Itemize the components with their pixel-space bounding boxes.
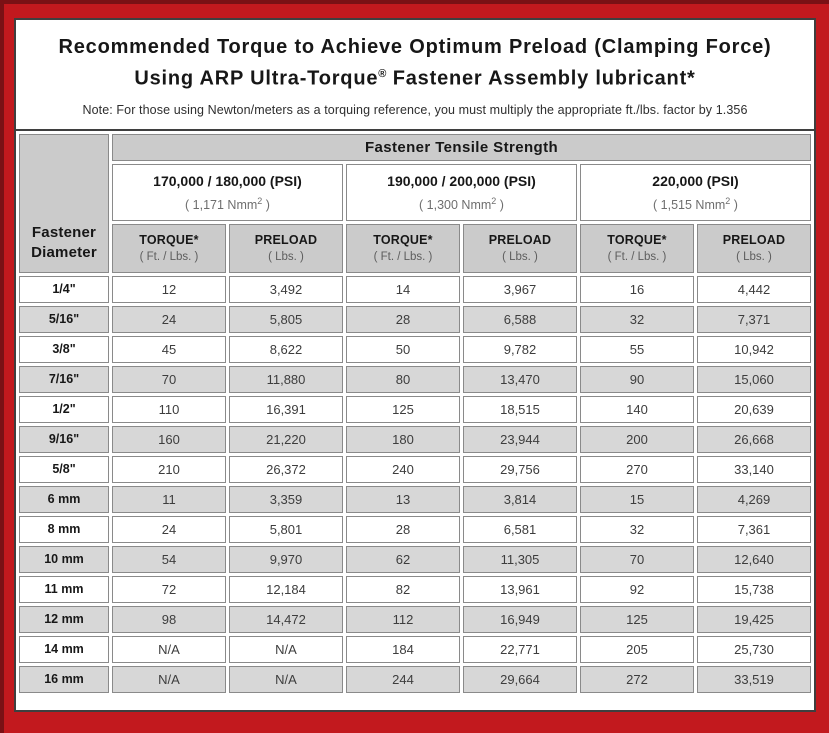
nmm-superscript: 2 xyxy=(725,195,731,206)
torque-value-cell: N/A xyxy=(112,666,226,693)
preload-value-cell: 16,949 xyxy=(463,606,577,633)
torque-value-cell: 200 xyxy=(580,426,694,453)
column-header-label: TORQUE* xyxy=(373,233,433,248)
preload-value-cell: 4,269 xyxy=(697,486,811,513)
preload-value-cell: 7,361 xyxy=(697,516,811,543)
diameter-cell: 5/8" xyxy=(19,456,109,483)
table-row xyxy=(19,396,811,423)
column-header-torque xyxy=(112,224,226,273)
page-title-line2 xyxy=(22,61,808,93)
preload-value-cell: 5,805 xyxy=(229,306,343,333)
title-block xyxy=(16,20,814,117)
column-header-preload xyxy=(229,224,343,273)
diameter-cell: 8 mm xyxy=(19,516,109,543)
preload-value-cell: 29,664 xyxy=(463,666,577,693)
torque-value-cell: 90 xyxy=(580,366,694,393)
preload-value-cell: 3,967 xyxy=(463,276,577,303)
column-header-unit: ( Lbs. ) xyxy=(502,251,538,264)
preload-value-cell: 15,060 xyxy=(697,366,811,393)
table-row xyxy=(19,366,811,393)
column-header-label: TORQUE* xyxy=(607,233,667,248)
preload-value-cell: 10,942 xyxy=(697,336,811,363)
torque-value-cell: 50 xyxy=(346,336,460,363)
torque-value-cell: 210 xyxy=(112,456,226,483)
column-header-label: PRELOAD xyxy=(488,233,552,248)
preload-value-cell: 6,588 xyxy=(463,306,577,333)
torque-value-cell: 110 xyxy=(112,396,226,423)
torque-value-cell: 80 xyxy=(346,366,460,393)
diameter-cell: 14 mm xyxy=(19,636,109,663)
preload-value-cell: 26,372 xyxy=(229,456,343,483)
table-row xyxy=(19,276,811,303)
nmm-prefix: ( 1,300 Nmm xyxy=(419,197,492,212)
torque-value-cell: 70 xyxy=(112,366,226,393)
nmm-suffix: ) xyxy=(730,197,738,212)
psi-rating-label: 190,000 / 200,000 (PSI) xyxy=(387,172,536,189)
diameter-cell: 11 mm xyxy=(19,576,109,603)
nmm-suffix: ) xyxy=(262,197,270,212)
torque-value-cell: 24 xyxy=(112,306,226,333)
torque-value-cell: 32 xyxy=(580,516,694,543)
nmm-superscript: 2 xyxy=(491,195,497,206)
torque-value-cell: 11 xyxy=(112,486,226,513)
table-row xyxy=(19,426,811,453)
preload-value-cell: 33,140 xyxy=(697,456,811,483)
torque-value-cell: 72 xyxy=(112,576,226,603)
page-title-line1 xyxy=(22,34,808,61)
torque-value-cell: 112 xyxy=(346,606,460,633)
column-header-unit: ( Ft. / Lbs. ) xyxy=(373,251,433,264)
preload-value-cell: 11,305 xyxy=(463,546,577,573)
table-row xyxy=(19,636,811,663)
registered-trademark-symbol: ® xyxy=(378,68,387,80)
content-panel xyxy=(14,18,816,712)
preload-value-cell: 5,801 xyxy=(229,516,343,543)
preload-value-cell: 20,639 xyxy=(697,396,811,423)
column-header-label: PRELOAD xyxy=(254,233,318,248)
diameter-cell: 9/16" xyxy=(19,426,109,453)
torque-value-cell: 45 xyxy=(112,336,226,363)
diameter-cell: 1/2" xyxy=(19,396,109,423)
torque-value-cell: 244 xyxy=(346,666,460,693)
torque-value-cell: N/A xyxy=(112,636,226,663)
header-row-tensile xyxy=(19,134,811,161)
header-row-psi xyxy=(19,164,811,221)
diameter-cell: 10 mm xyxy=(19,546,109,573)
title-text-1: Recommended Torque to Achieve Optimum Preload (Clamping Force) xyxy=(58,36,772,58)
nmm-rating-label xyxy=(113,196,342,212)
torque-value-cell: 184 xyxy=(346,636,460,663)
strength-group-header xyxy=(112,164,343,221)
nmm-prefix: ( 1,515 Nmm xyxy=(653,197,726,212)
torque-value-cell: 16 xyxy=(580,276,694,303)
torque-value-cell: 24 xyxy=(112,516,226,543)
column-header-unit: ( Lbs. ) xyxy=(736,251,772,264)
table-row xyxy=(19,576,811,603)
preload-value-cell: 9,782 xyxy=(463,336,577,363)
preload-value-cell: 15,738 xyxy=(697,576,811,603)
diameter-cell: 3/8" xyxy=(19,336,109,363)
preload-value-cell: 23,944 xyxy=(463,426,577,453)
torque-value-cell: 14 xyxy=(346,276,460,303)
diameter-cell: 6 mm xyxy=(19,486,109,513)
column-header-unit: ( Lbs. ) xyxy=(268,251,304,264)
nmm-rating-label xyxy=(581,196,810,212)
torque-value-cell: 160 xyxy=(112,426,226,453)
preload-value-cell: 16,391 xyxy=(229,396,343,423)
strength-group-header xyxy=(346,164,577,221)
torque-value-cell: 13 xyxy=(346,486,460,513)
diameter-cell: 12 mm xyxy=(19,606,109,633)
torque-value-cell: 270 xyxy=(580,456,694,483)
column-header-torque xyxy=(346,224,460,273)
table-row xyxy=(19,606,811,633)
torque-value-cell: 180 xyxy=(346,426,460,453)
table-row xyxy=(19,456,811,483)
preload-value-cell: 33,519 xyxy=(697,666,811,693)
torque-value-cell: 62 xyxy=(346,546,460,573)
table-row xyxy=(19,486,811,513)
table-body xyxy=(19,276,811,693)
diameter-cell: 5/16" xyxy=(19,306,109,333)
title-text-3: Fastener Assembly lubricant* xyxy=(386,67,696,90)
preload-value-cell: 3,492 xyxy=(229,276,343,303)
preload-value-cell: 11,880 xyxy=(229,366,343,393)
preload-value-cell: 6,581 xyxy=(463,516,577,543)
torque-value-cell: 70 xyxy=(580,546,694,573)
preload-value-cell: 13,961 xyxy=(463,576,577,603)
torque-value-cell: 272 xyxy=(580,666,694,693)
diameter-cell: 7/16" xyxy=(19,366,109,393)
preload-value-cell: 3,814 xyxy=(463,486,577,513)
table-row xyxy=(19,546,811,573)
preload-value-cell: 18,515 xyxy=(463,396,577,423)
nmm-superscript: 2 xyxy=(257,195,263,206)
column-header-label: TORQUE* xyxy=(139,233,199,248)
column-header-label: PRELOAD xyxy=(722,233,786,248)
torque-value-cell: 240 xyxy=(346,456,460,483)
table-header xyxy=(19,134,811,273)
tensile-strength-header: Fastener Tensile Strength xyxy=(112,134,811,161)
diameter-cell: 16 mm xyxy=(19,666,109,693)
psi-rating-label: 220,000 (PSI) xyxy=(652,172,739,189)
preload-value-cell: 21,220 xyxy=(229,426,343,453)
column-header-unit: ( Ft. / Lbs. ) xyxy=(607,251,667,264)
nmm-rating-label xyxy=(347,196,576,212)
preload-value-cell: 19,425 xyxy=(697,606,811,633)
torque-value-cell: 28 xyxy=(346,306,460,333)
note-text: Note: For those using Newton/meters as a torquing reference, you must multiply the appropriate ft./lbs. factor by 1.356 xyxy=(82,102,748,117)
preload-value-cell: 26,668 xyxy=(697,426,811,453)
column-header-preload xyxy=(463,224,577,273)
preload-value-cell: 25,730 xyxy=(697,636,811,663)
table-row xyxy=(19,516,811,543)
psi-rating-label: 170,000 / 180,000 (PSI) xyxy=(153,172,302,189)
torque-value-cell: 125 xyxy=(346,396,460,423)
torque-value-cell: 125 xyxy=(580,606,694,633)
table-row xyxy=(19,666,811,693)
preload-value-cell: N/A xyxy=(229,636,343,663)
torque-value-cell: 15 xyxy=(580,486,694,513)
preload-value-cell: 13,470 xyxy=(463,366,577,393)
header-row-columns xyxy=(19,224,811,273)
preload-value-cell: 7,371 xyxy=(697,306,811,333)
torque-preload-table xyxy=(16,129,814,696)
diameter-cell: 1/4" xyxy=(19,276,109,303)
preload-value-cell: 12,184 xyxy=(229,576,343,603)
nmm-prefix: ( 1,171 Nmm xyxy=(185,197,258,212)
torque-value-cell: 98 xyxy=(112,606,226,633)
preload-value-cell: 8,622 xyxy=(229,336,343,363)
torque-value-cell: 55 xyxy=(580,336,694,363)
torque-value-cell: 54 xyxy=(112,546,226,573)
preload-value-cell: 22,771 xyxy=(463,636,577,663)
preload-value-cell: 9,970 xyxy=(229,546,343,573)
nmm-suffix: ) xyxy=(496,197,504,212)
torque-value-cell: 82 xyxy=(346,576,460,603)
preload-value-cell: 12,640 xyxy=(697,546,811,573)
torque-value-cell: 205 xyxy=(580,636,694,663)
preload-value-cell: 4,442 xyxy=(697,276,811,303)
torque-value-cell: 12 xyxy=(112,276,226,303)
preload-value-cell: 29,756 xyxy=(463,456,577,483)
preload-value-cell: 3,359 xyxy=(229,486,343,513)
column-header-torque xyxy=(580,224,694,273)
torque-value-cell: 32 xyxy=(580,306,694,333)
torque-value-cell: 92 xyxy=(580,576,694,603)
title-text-2: Using ARP Ultra-Torque xyxy=(134,67,379,90)
strength-group-header xyxy=(580,164,811,221)
preload-value-cell: 14,472 xyxy=(229,606,343,633)
fastener-diameter-header: Fastener Diameter xyxy=(19,134,109,273)
table-row xyxy=(19,336,811,363)
preload-value-cell: N/A xyxy=(229,666,343,693)
torque-value-cell: 28 xyxy=(346,516,460,543)
column-header-preload xyxy=(697,224,811,273)
table-row xyxy=(19,306,811,333)
column-header-unit: ( Ft. / Lbs. ) xyxy=(139,251,199,264)
torque-value-cell: 140 xyxy=(580,396,694,423)
